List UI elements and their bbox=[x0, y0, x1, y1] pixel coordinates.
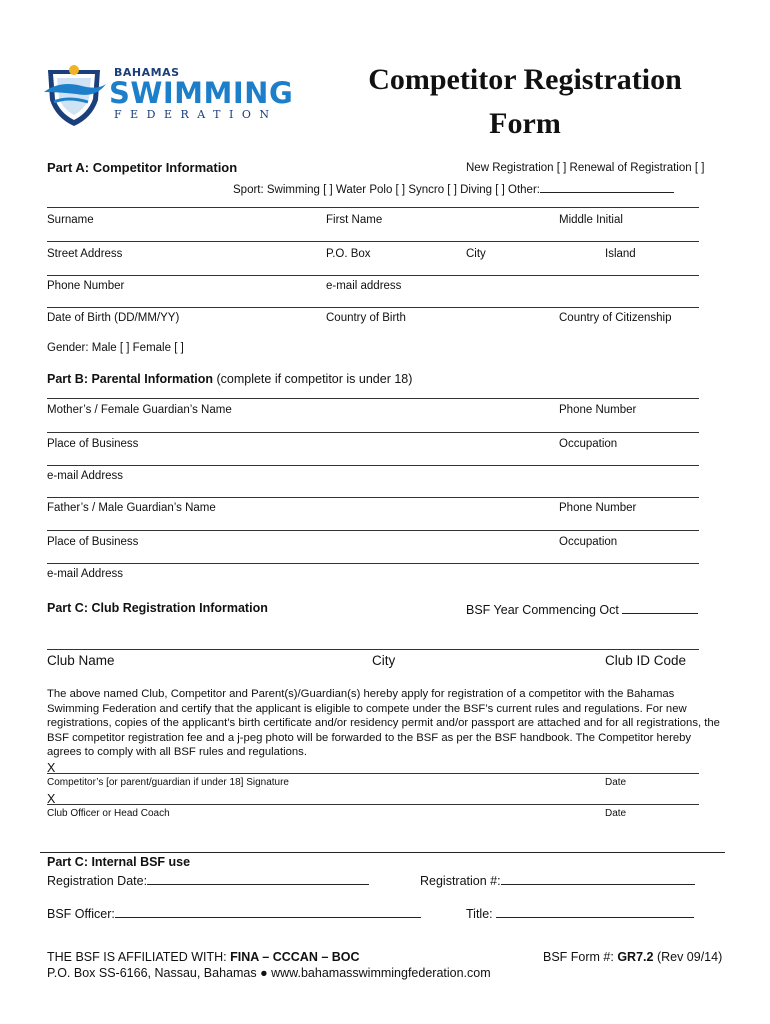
section-divider bbox=[40, 852, 725, 853]
dob-label: Date of Birth (DD/MM/YY) bbox=[47, 312, 180, 324]
form-number-code: GR7.2 bbox=[617, 950, 654, 964]
part-a-heading: Part A: Competitor Information bbox=[47, 160, 238, 175]
competitor-signature-line[interactable] bbox=[47, 773, 699, 774]
registration-date-field[interactable] bbox=[47, 872, 369, 888]
middle-initial-label: Middle Initial bbox=[559, 214, 623, 226]
sport-options[interactable] bbox=[233, 180, 674, 196]
logo-text-federation: FEDERATION bbox=[114, 108, 278, 121]
bsf-year-label: BSF Year Commencing Oct bbox=[466, 603, 619, 617]
form-title-line1: Competitor Registration bbox=[368, 63, 682, 96]
club-officer-signature-label: Club Officer or Head Coach bbox=[47, 808, 170, 819]
logo-text-bahamas: BAHAMAS bbox=[114, 66, 180, 79]
street-address-label: Street Address bbox=[47, 248, 123, 260]
title-field[interactable] bbox=[466, 905, 694, 921]
title-label: Title: bbox=[466, 907, 493, 921]
mother-name-label: Mother’s / Female Guardian’s Name bbox=[47, 404, 232, 416]
form-number-prefix: BSF Form #: bbox=[543, 950, 618, 964]
internal-use-heading: Part C: Internal BSF use bbox=[47, 855, 191, 869]
divider bbox=[47, 563, 699, 564]
logo-text-swimming: SWIMMING bbox=[109, 76, 294, 110]
form-number-rev: (Rev 09/14) bbox=[653, 950, 723, 964]
father-email-label: e-mail Address bbox=[47, 568, 124, 580]
affiliation-prefix: THE BSF IS AFFILIATED WITH: bbox=[47, 950, 231, 964]
sport-options-label: Sport: Swimming [ ] Water Polo [ ] Syncro [ ] Diving [ ] Other: bbox=[233, 184, 540, 196]
city-label: City bbox=[466, 248, 486, 260]
divider bbox=[47, 241, 699, 242]
first-name-label: First Name bbox=[326, 214, 383, 226]
club-name-label: Club Name bbox=[47, 653, 115, 668]
country-of-birth-label: Country of Birth bbox=[326, 312, 406, 324]
club-id-code-label: Club ID Code bbox=[605, 653, 687, 668]
title-line[interactable] bbox=[496, 905, 694, 918]
bsf-officer-label: BSF Officer: bbox=[47, 907, 115, 921]
father-phone-label: Phone Number bbox=[559, 502, 637, 514]
club-city-label: City bbox=[372, 653, 396, 668]
mother-phone-label: Phone Number bbox=[559, 404, 637, 416]
bsf-year-field[interactable] bbox=[466, 601, 698, 617]
part-b-heading bbox=[47, 372, 412, 386]
mother-place-of-business-label: Place of Business bbox=[47, 438, 139, 450]
bsf-logo bbox=[42, 62, 307, 132]
divider bbox=[47, 307, 699, 308]
island-label: Island bbox=[605, 248, 636, 260]
email-label: e-mail address bbox=[326, 280, 402, 292]
divider bbox=[47, 649, 699, 650]
divider bbox=[47, 398, 699, 399]
signature-x-mark: X bbox=[47, 761, 56, 775]
form-title-line2: Form bbox=[489, 107, 561, 140]
registration-number-line[interactable] bbox=[501, 872, 695, 885]
registration-date-line[interactable] bbox=[147, 872, 369, 885]
affiliation-orgs: FINA – CCCAN – BOC bbox=[230, 950, 360, 964]
po-box-label: P.O. Box bbox=[326, 248, 371, 260]
club-officer-signature-line[interactable] bbox=[47, 804, 699, 805]
country-of-citizenship-label: Country of Citizenship bbox=[559, 312, 672, 324]
bsf-officer-line[interactable] bbox=[115, 905, 421, 918]
club-officer-date-label: Date bbox=[605, 808, 627, 819]
shield-emblem-icon bbox=[42, 62, 106, 128]
divider bbox=[47, 530, 699, 531]
surname-label: Surname bbox=[47, 214, 94, 226]
registration-number-field[interactable] bbox=[420, 872, 695, 888]
father-place-of-business-label: Place of Business bbox=[47, 536, 139, 548]
divider bbox=[47, 207, 699, 208]
part-b-title: Part B: Parental Information bbox=[47, 372, 213, 386]
divider bbox=[47, 497, 699, 498]
affiliation-text bbox=[47, 950, 360, 964]
registration-number-label: Registration #: bbox=[420, 874, 501, 888]
bsf-officer-field[interactable] bbox=[47, 905, 421, 921]
competitor-signature-label: Competitor’s [or parent/guardian if under 18] Signature bbox=[47, 777, 289, 788]
form-number bbox=[543, 950, 722, 964]
father-name-label: Father’s / Male Guardian’s Name bbox=[47, 502, 216, 514]
divider bbox=[47, 432, 699, 433]
footer-address: P.O. Box SS-6166, Nassau, Bahamas ● www.bahamasswimmingfederation.com bbox=[47, 966, 491, 980]
declaration-text: The above named Club, Competitor and Parent(s)/Guardian(s) hereby apply for registration of a competitor with the Bahamas Swimming Federation and certify that the applicant is eligible to compete under the BSF’s current rules and regulations. For new registrations, copies of the applicant’s birth certificate and/or residency permit and/or passport are attached and for all registrations, the BSF competitor registration fee and a j-peg photo will be forwarded to the BSF as per the BSF handbook. The Competitor hereby agrees to comply with all BSF rules and regulations. bbox=[47, 688, 720, 759]
competitor-date-label: Date bbox=[605, 777, 627, 788]
mother-email-label: e-mail Address bbox=[47, 470, 124, 482]
divider bbox=[47, 465, 699, 466]
mother-occupation-label: Occupation bbox=[559, 438, 618, 450]
gender-options[interactable]: Gender: Male [ ] Female [ ] bbox=[47, 342, 184, 354]
registration-date-label: Registration Date: bbox=[47, 874, 148, 888]
divider bbox=[47, 275, 699, 276]
registration-type-options[interactable]: New Registration [ ] Renewal of Registration [ ] bbox=[466, 162, 705, 174]
part-c-heading: Part C: Club Registration Information bbox=[47, 601, 268, 615]
part-b-note: (complete if competitor is under 18) bbox=[213, 372, 413, 386]
sport-other-field[interactable] bbox=[540, 180, 674, 193]
bsf-year-input-line[interactable] bbox=[622, 601, 698, 614]
phone-number-label: Phone Number bbox=[47, 280, 125, 292]
signature-x-mark: X bbox=[47, 792, 56, 806]
father-occupation-label: Occupation bbox=[559, 536, 618, 548]
